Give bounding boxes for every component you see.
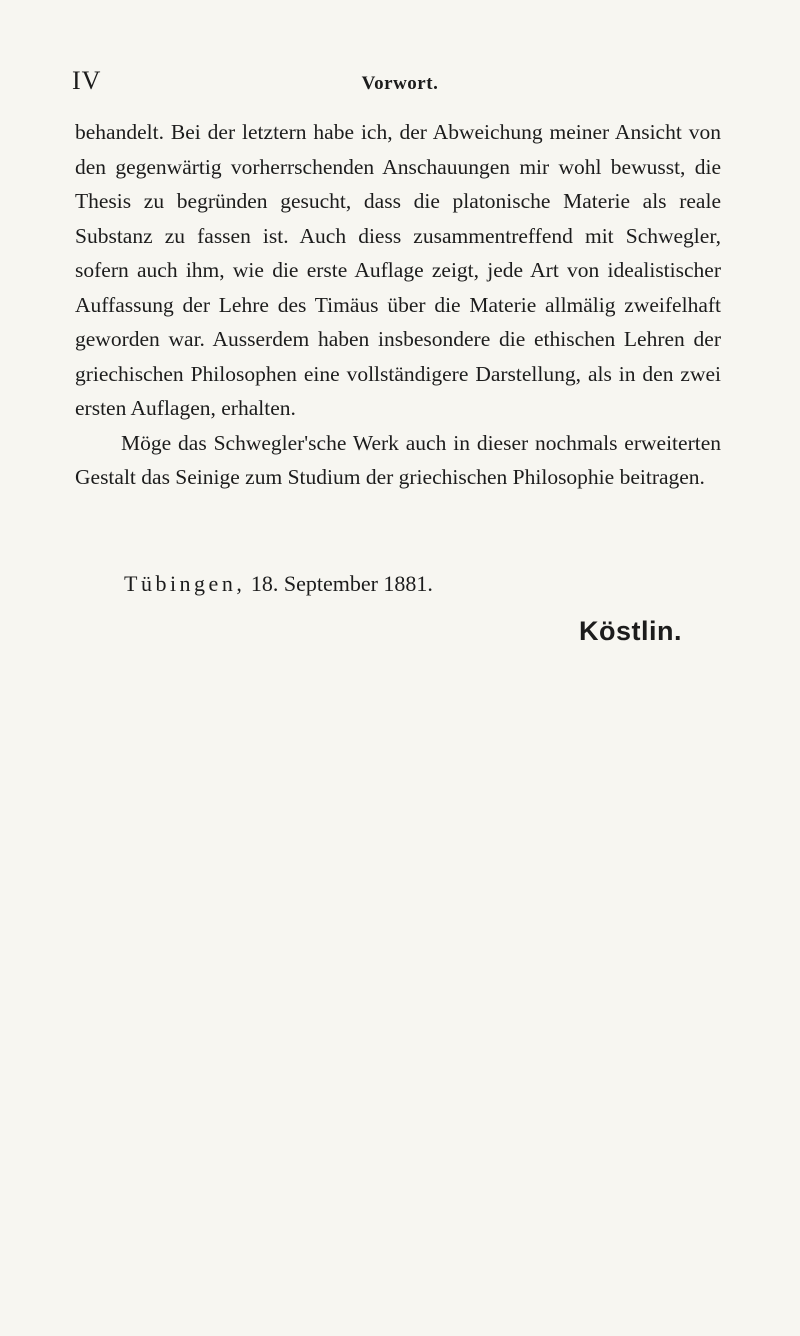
place: Tübingen, xyxy=(124,571,246,596)
author-signature: Köstlin. xyxy=(579,616,682,646)
paragraph-1: behandelt. Bei der letztern habe ich, der Abweichung meiner Ansicht von den gegenwärtig vorherrschenden Anschauungen mir wohl bewusst, die Thesis zu begründen gesucht, dass die platonische Materie als reale Substanz zu fassen ist. Auch diess zusammentreffend mit Schwegler, sofern auch ihm, wie die erste Auflage zeigt, jede Art von idealistischer Auffassung der Lehre des Timäus über die Materie allmälig zweifelhaft geworden war. Ausserdem haben insbesondere die ethischen Lehren der griechischen Philosophen eine vollständigere Darstellung, als in den zwei ersten Auflagen, erhalten. xyxy=(75,120,721,420)
date: 18. September 1881. xyxy=(250,571,433,596)
body-text xyxy=(75,115,721,495)
page-number: IV xyxy=(72,66,102,95)
paragraph-2: Möge das Schwegler'sche Werk auch in dieser nochmals erweiterten Gestalt das Seinige zum Studium der griechischen Philosophie beitragen. xyxy=(75,430,721,489)
running-head: Vorwort. xyxy=(361,73,439,94)
place-date-line xyxy=(124,573,433,595)
